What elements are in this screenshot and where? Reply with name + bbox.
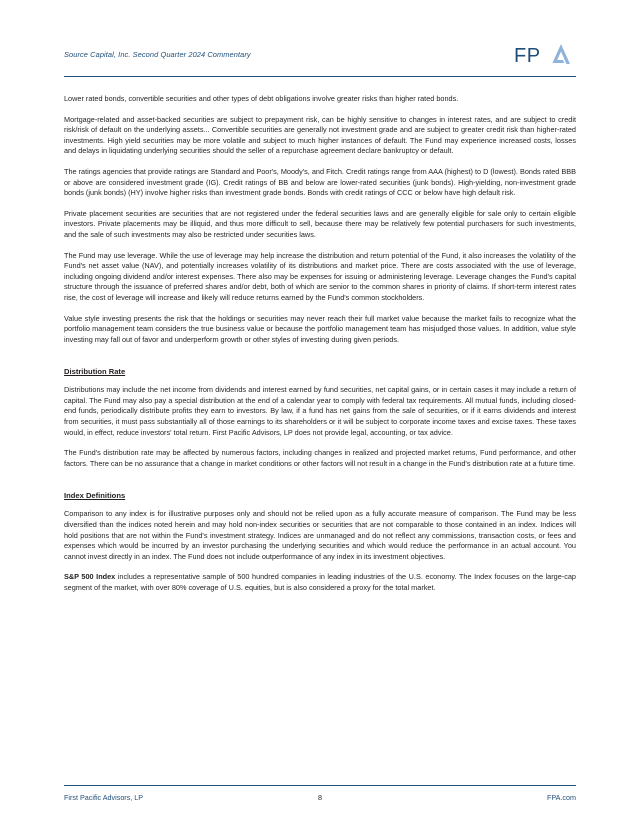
index-definition-sp500 xyxy=(64,572,576,593)
page-number: 8 xyxy=(318,793,322,802)
document-body xyxy=(64,76,576,594)
page-footer xyxy=(64,785,576,802)
paragraph: Lower rated bonds, convertible securities and other types of debt obligations involve greater risks than higher rated bonds. xyxy=(64,94,459,103)
footer-website-link[interactable]: FPA.com xyxy=(546,793,576,802)
page-header xyxy=(64,42,576,76)
paragraph: Value style investing presents the risk that the holdings or securities may never reach their full market value because the market fails to recognize what the portfolio management team considers the true business value or because the portfolio management team has misjudged those values. In addition, value style investing may fall out of favor and underperform growth or other styles of investing during given periods. xyxy=(64,313,576,344)
header-title: Source Capital, Inc. Second Quarter 2024 Commentary xyxy=(64,50,251,59)
paragraph: Private placement securities are securities that are not registered under the federal securities laws and are generally eligible for sale only to certain eligible investors. Private placements may be illiquid, and thus more difficult to sell, because there may be relatively few potential purchasers for such investments, and the sale of such investments may also be restricted under securities laws. xyxy=(64,208,576,239)
svg-text:FP: FP xyxy=(514,45,541,67)
paragraph: Mortgage-related and asset-backed securities are subject to prepayment risk, can be highly sensitive to changes in interest rates, and are subject to credit risk/risk of default on the underlying assets... Convertible securities are generally not investment grade and are subject to greater credit risk than higher-rated investments. High yield securities may be more volatile and subject to much higher instances of default. The Fund may experience increased costs, losses and delays in liquidating underlying securities should the seller of a repurchase agreement declare bankruptcy or default. xyxy=(64,114,576,156)
section-heading-index-definitions: Index Definitions xyxy=(64,491,126,501)
header-divider xyxy=(64,76,576,77)
paragraph: Distributions may include the net income from dividends and interest earned by fund securities, net capital gains, or in certain cases it may include a return of capital. The Fund may also pay a special distribution at the end of a calendar year to comply with federal tax requirements. All mutual funds, including closed-end funds, periodically distribute profits they earn to investors. By law, if a fund has net gains from the sale of securities, or if it earns dividends and interest from securities, it must pass substantially all of those earnings to its shareholders or it will be subject to corporate income taxes and excise taxes. These taxes would, in effect, reduce investors' total return. First Pacific Advisors, LP does not provide legal, accounting, or tax advice. xyxy=(64,385,576,437)
fpa-logo xyxy=(514,42,576,68)
section-heading-distribution-rate: Distribution Rate xyxy=(64,367,126,377)
footer-company-name: First Pacific Advisors, LP xyxy=(64,793,144,802)
index-definition-term: S&P 500 Index xyxy=(64,572,116,582)
paragraph: The Fund may use leverage. While the use of leverage may help increase the distribution and return potential of the Fund, it also increases the volatility of the Fund's net asset value (NAV), and potentially increases volatility of its distributions and market price. There are costs associated with the use of leverage, including ongoing dividend and/or interest expenses. There also may be expenses for issuing or administering leverage. Leverage changes the Fund's capital structure through the issuance of preferred shares and/or debt, both of which are senior to the common shares in priority of claims. If short-term interest rates rise, the cost of leverage will increase and likely will reduce returns earned by the Fund's common stockholders. xyxy=(64,250,576,302)
paragraph: The ratings agencies that provide ratings are Standard and Poor's, Moody's, and Fitch. Credit ratings range from AAA (highest) to D (lowest). Bonds rated BBB or above are considered investment grade (IG). Credit ratings of BB and below are lower-rated securities (junk bonds). High-yielding, non-investment grade bonds (junk bonds) (HY) involve higher risks than investment grade bonds. Bonds with credit ratings of CCC or below have high default risk. xyxy=(64,166,576,198)
footer-divider xyxy=(64,785,576,786)
paragraph: The Fund's distribution rate may be affected by numerous factors, including changes in realized and projected market returns, Fund performance, and other factors. There can be no assurance that a change in market conditions or other factors will not result in a change in the Fund's distribution rate at a future time. xyxy=(64,448,576,468)
index-definition-text: includes a representative sample of 500 hundred companies in leading industries of the U.S. economy. The Index focuses on the large-cap segment of the market, with over 80% coverage of U.S. equities, but is also considered a proxy for the total market. xyxy=(64,572,576,592)
paragraph: Comparison to any index is for illustrative purposes only and should not be relied upon as a fully accurate measure of comparison. The Fund may be less diversified than the indices noted herein and may hold non-index securities or securities that are not comparable to those contained in an index. Indices will hold positions that are not within the Fund's investment strategy. Indices are unmanaged and do not reflect any commissions, transaction costs, or fees and expenses which would be incurred by an investor purchasing the underlying securities and which would reduce the performance in an actual account. You cannot invest directly in an index. The Fund does not include outperformance of any index in its investment objectives. xyxy=(64,509,576,561)
